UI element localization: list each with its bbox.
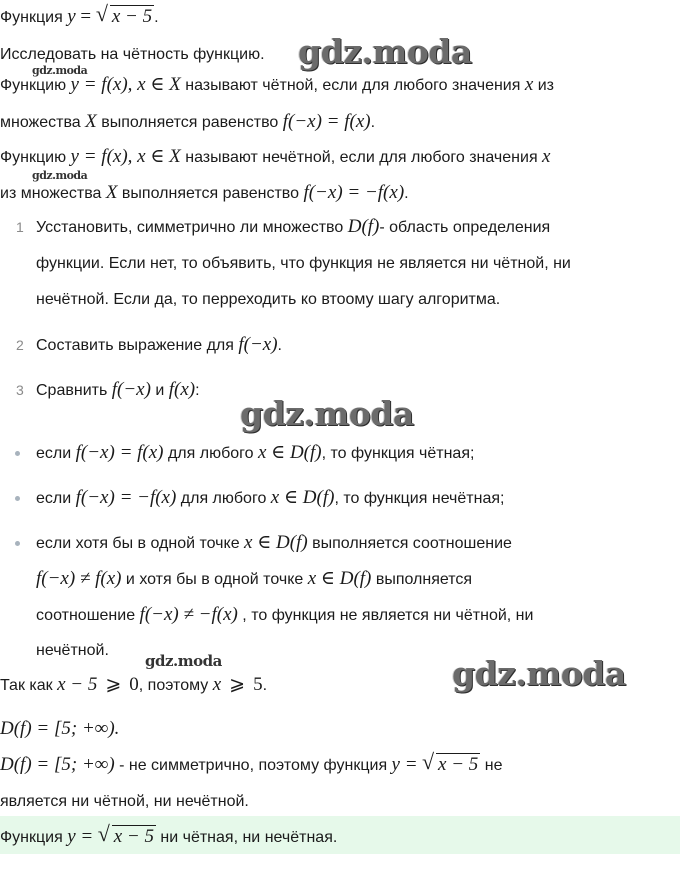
bullet-1-line (36, 442, 474, 465)
def-even-end: из (533, 77, 554, 94)
bullet-3-l1-b: выполняется соотношение (307, 535, 512, 552)
answer-line (0, 821, 338, 849)
bullet-1-a: если (36, 445, 76, 462)
solution-line4: является ни чётной, ни нечётной. (0, 793, 249, 810)
def-even-l2-prefix: множества (0, 114, 86, 131)
def-even-var: x (524, 74, 534, 95)
step-3-text: Сравнить (36, 382, 112, 399)
def-even-line1 (0, 74, 554, 97)
step-1-number: 1 (16, 219, 24, 235)
bullet-2-dot (15, 496, 20, 501)
bullet-3-l2-b: выполняется (371, 571, 473, 588)
step-3-math1: f(−x) (111, 379, 151, 400)
answer-sqrt (97, 821, 156, 848)
def-odd-var: x (542, 146, 551, 167)
answer-math: y = (67, 826, 94, 847)
bullet-3-l1-m: x ∈ D(f) (244, 532, 308, 553)
step-2-end: . (277, 337, 282, 354)
def-odd-l2-text: выполняется равенство (117, 185, 304, 202)
step-1-line3: нечётной. Если да, то перреходить ко втоому шагу алгоритма. (36, 291, 501, 308)
sol-l1-b: , поэтому (138, 677, 213, 694)
def-even-line2 (0, 111, 375, 134)
step-3-line (36, 379, 200, 402)
sqrt-sign: √ (95, 1, 108, 26)
def-odd-line1 (0, 146, 550, 169)
answer-suffix: ни чётная, ни нечётная. (155, 829, 338, 846)
sol-l1-m1: x − 5 (57, 674, 98, 695)
bullet-2-c: , то функция нечётная; (334, 490, 505, 507)
step-2-text: Составить выражение для (36, 337, 239, 354)
bullet-3-l3-b: , то функция не является ни чётной, ни (237, 607, 534, 624)
bullet-3-l3-m: f(−x) ≠ −f(x) (139, 604, 238, 625)
sol-l1-m2: 0 (129, 674, 139, 695)
step-1-line2: функции. Если нет, то объявить, что функция не является ни чётной, ни (36, 255, 571, 272)
sol-l1-end: . (262, 677, 268, 694)
step-3-number: 3 (16, 382, 24, 398)
step-1-line1 (36, 216, 550, 239)
answer-radicand: x − 5 (113, 826, 154, 847)
title-radicand: x − 5 (111, 6, 153, 27)
solution-line1 (0, 674, 267, 697)
step-1-text-a: Усстановить, симметрично ли множество (36, 219, 348, 236)
watermark-small-2: gdz.moda (32, 169, 88, 182)
bullet-2-m2: x ∈ D(f) (270, 487, 335, 508)
def-even-l2-end: . (370, 114, 376, 131)
sol-l1-m3: x (212, 674, 222, 695)
def-even-l2-math: f(−x) = f(x) (282, 111, 371, 132)
step-2-line (36, 334, 282, 357)
task-line (0, 44, 265, 66)
watermark-1: gdz.moda (298, 32, 472, 71)
def-even-math: y = f(x), x ∈ X (70, 74, 181, 95)
bullet-3-l1-a: если хотя бы в одной точке (36, 535, 245, 552)
bullet-3-line1 (36, 532, 512, 555)
bullet-1-b: для любого (163, 445, 258, 462)
bullet-3-line4: нечётной. (36, 642, 109, 659)
title-sqrt (95, 1, 154, 28)
def-odd-math: y = f(x), x ∈ X (70, 146, 181, 167)
bullet-3-dot (15, 541, 20, 546)
bullet-3-line2 (36, 568, 472, 591)
step-3-end: : (195, 382, 200, 399)
step-3-math2: f(x) (168, 379, 196, 400)
sol-l3-a: - не симметрично, поэтому функция (114, 757, 392, 774)
answer-prefix: Функция (0, 829, 68, 846)
bullet-1-dot (15, 451, 20, 456)
bullet-1-c: , то функция чётная; (321, 445, 475, 462)
bullet-2-line (36, 487, 504, 510)
sol-l1-ge2: ⩾ (229, 674, 246, 695)
def-odd-l2-math: f(−x) = −f(x) (303, 182, 405, 203)
step-2-math: f(−x) (238, 334, 278, 355)
step-2-number: 2 (16, 337, 24, 353)
def-odd-prefix: Функцию (0, 149, 71, 166)
solution-line3 (0, 749, 503, 777)
def-odd-text: называют нечётной, если для любого значения (180, 149, 543, 166)
bullet-1-m1: f(−x) = f(x) (75, 442, 164, 463)
watermark-2: gdz.moda (240, 394, 414, 433)
def-odd-l2-end: . (404, 185, 409, 202)
bullet-3-l2-a: и хотя бы в одной точке (121, 571, 308, 588)
def-odd-line2 (0, 182, 409, 205)
sol-l3-sqrt (422, 749, 480, 776)
step-1-text-b: - область определения (379, 219, 551, 236)
def-odd-l2-var: X (105, 182, 118, 203)
watermark-small-3: gdz.moda (145, 652, 222, 670)
bullet-3-l3-a: соотношение (36, 607, 140, 624)
sqrt-sign: √ (422, 749, 435, 774)
sol-l1-ge: ⩾ (105, 674, 122, 695)
def-even-text: называют чётной, если для любого значения (180, 77, 525, 94)
watermark-small-1: gdz.moda (32, 64, 88, 77)
def-even-l2-var: X (85, 111, 97, 132)
title-prefix: Функция (0, 9, 68, 26)
solution-line2: D(f) = [5; +∞). (0, 718, 120, 739)
bullet-3-line3 (36, 604, 533, 627)
def-odd-l2-prefix: из множества (0, 185, 106, 202)
title-eq: = (75, 6, 96, 27)
step-1-math: D(f) (347, 216, 380, 237)
def-even-prefix: Функцию (0, 77, 71, 94)
bullet-2-b: для любого (176, 490, 271, 507)
sqrt-sign: √ (97, 821, 110, 846)
title-line (0, 1, 159, 29)
watermark-3: gdz.moda (452, 654, 626, 693)
bullet-1-m2: x ∈ D(f) (257, 442, 322, 463)
sol-l3-m2: y = (391, 754, 418, 775)
step-3-mid: и (150, 382, 169, 399)
bullet-3-l2-m1: f(−x) ≠ f(x) (36, 568, 122, 589)
sol-l3-b: не (480, 757, 503, 774)
bullet-2-a: если (36, 490, 76, 507)
sol-l1-m4: 5 (253, 674, 263, 695)
task-text: Исследовать на чётность функцию. (0, 46, 265, 63)
title-suffix: . (154, 9, 159, 26)
def-even-l2-text: выполняется равенство (96, 114, 283, 131)
sol-l3-m: D(f) = [5; +∞) (0, 754, 115, 775)
sol-l3-radicand: x − 5 (438, 754, 479, 775)
title-y: y (67, 6, 76, 27)
bullet-2-m1: f(−x) = −f(x) (75, 487, 177, 508)
bullet-3-l2-m2: x ∈ D(f) (307, 568, 372, 589)
sol-l1-a: Так как (0, 677, 58, 694)
